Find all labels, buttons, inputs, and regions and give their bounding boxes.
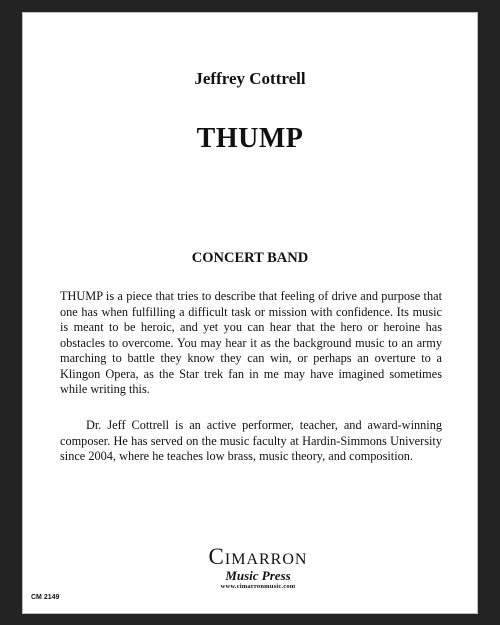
catalog-number: CM 2149 — [31, 594, 60, 601]
publisher-subtitle: Music Press — [225, 568, 291, 583]
score-cover-page — [22, 12, 478, 614]
publisher-name: Cimarron — [208, 544, 308, 569]
publisher-logo — [183, 545, 333, 591]
ensemble-label: CONCERT BAND — [191, 250, 309, 266]
piece-title: THUMP — [196, 123, 304, 154]
publisher-website: www.cimarronmusic.com — [220, 583, 296, 590]
composer-bio: Dr. Jeff Cottrell is an active performer, teacher, and award-winning composer. He has served on the music faculty at Hardin-Simmons University since 2004, where he teaches low brass, music theory, and composition. — [60, 418, 442, 463]
program-notes: THUMP is a piece that tries to describe that feeling of drive and purpose that one has when fulfilling a difficult task or mission with confidence. Its music is meant to be heroic, and yet you can hear that the hero or heroine has obstacles to overcome. You may hear it as the background music to an army marching to battle they know they can win, or perhaps an overture to a Klingon Opera, as the Star trek fan in me may have imagined sometimes while writing this. — [60, 289, 442, 396]
composer-name: Jeffrey Cottrell — [194, 69, 306, 88]
